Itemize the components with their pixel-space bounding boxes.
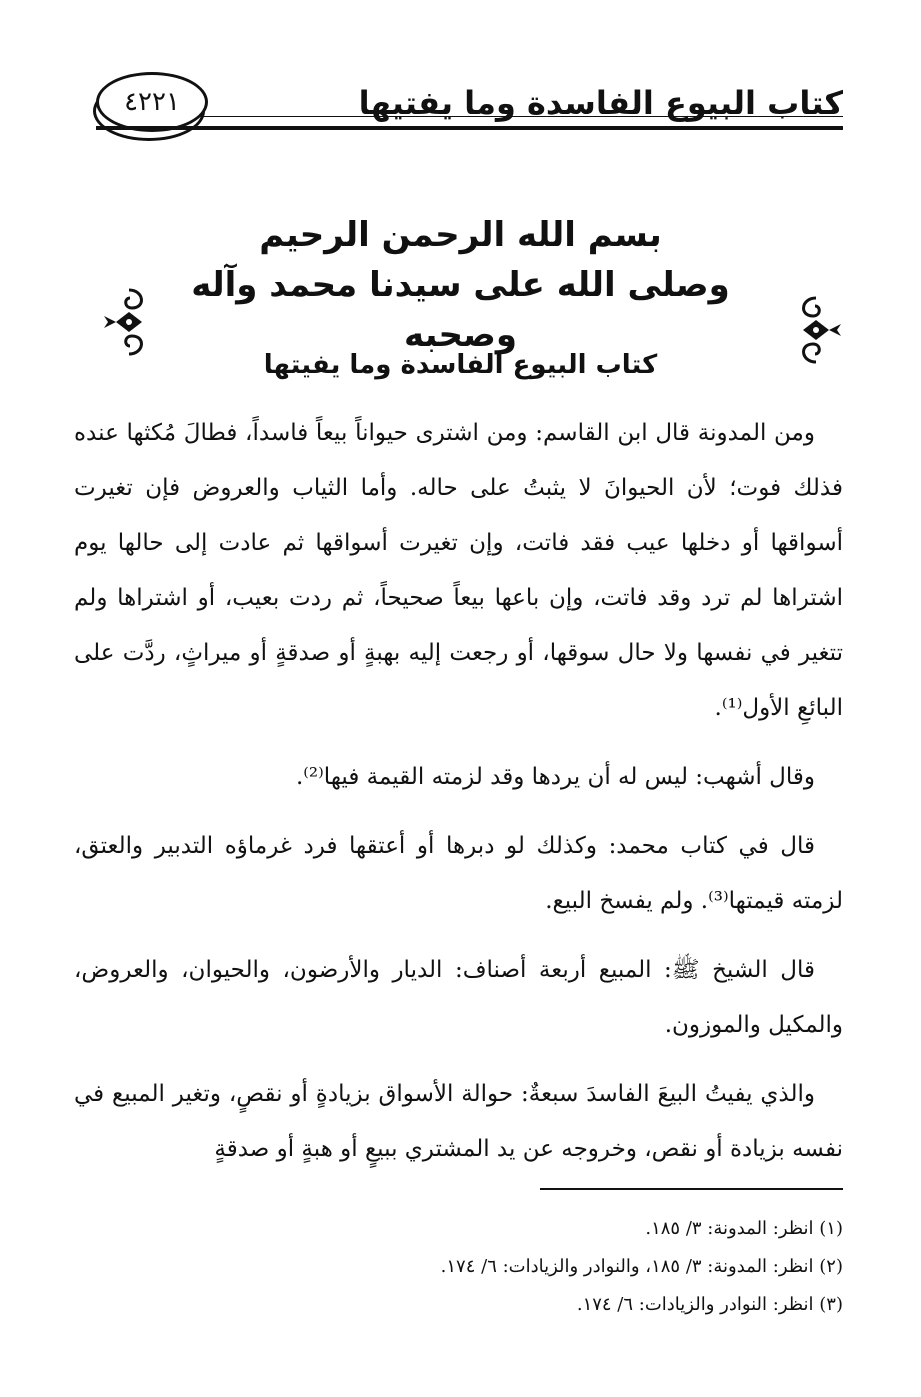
floral-ornament-icon bbox=[104, 282, 154, 362]
paragraph: وقال أشهب: ليس له أن يردها وقد لزمته القيمة فيها⁽²⁾. bbox=[295, 764, 815, 790]
page-number: ٤٢٢١ bbox=[96, 72, 208, 132]
footnote: (٢) انظر: المدونة: ٣/ ١٨٥، والنوادر والزيادات: ٦/ ١٧٤. bbox=[440, 1256, 843, 1277]
footnote: (١) انظر: المدونة: ٣/ ١٨٥. bbox=[645, 1218, 843, 1239]
header-thin-rule bbox=[200, 116, 843, 117]
floral-ornament-icon bbox=[791, 290, 841, 370]
footnote: (٣) انظر: النوادر والزيادات: ٦/ ١٧٤. bbox=[576, 1294, 843, 1315]
chapter-title: كتاب البيوع الفاسدة وما يفيتها bbox=[263, 350, 658, 380]
basmala-line: بسم الله الرحمن الرحيم bbox=[259, 215, 662, 255]
paragraph: والذي يفيتُ البيعَ الفاسدَ سبعةٌ: حوالة الأسواق بزيادةٍ أو نقصٍ، وتغير المبيع في نفسه بزيادة أو نقص، وخروجه عن يد المشتري ببيعٍ أو هبةٍ أو صدقةٍ bbox=[74, 1081, 843, 1162]
paragraph: قال في كتاب محمد: وكذلك لو دبرها أو أعتقها فرد غرماؤه التدبير والعتق، لزمته قيمتها⁽³⁾. ولم يفسخ البيع. bbox=[74, 833, 843, 914]
paragraph: ومن المدونة قال ابن القاسم: ومن اشترى حيواناً بيعاً فاسداً، فطالَ مُكثها عنده فذلك فوت؛ لأن الحيوانَ لا يثبتُ على حاله. وأما الثياب والعروض فإن تغيرت أسواقها أو دخلها عيب فقد فاتت، وإن تغيرت أسواقها ثم عادت إلى حالها يوم اشتراها لم ترد وقد فاتت، وإن باعها بيعاً صحيحاً، ثم ردت بعيب، أو اشتراها ولم تتغير في نفسها ولا حال سوقها، أو رجعت إليه بهبةٍ أو صدقةٍ أو ميراثٍ، ردَّت على البائعِ الأول⁽¹⁾. bbox=[74, 420, 843, 721]
footnote-separator bbox=[540, 1188, 843, 1190]
paragraph: قال الشيخ ﷺ: المبيع أربعة أصناف: الديار والأرضون، والحيوان، والعروض، والمكيل والموزون. bbox=[74, 957, 843, 1038]
basmala-block bbox=[180, 210, 741, 360]
footnotes bbox=[74, 1210, 843, 1324]
main-text bbox=[74, 406, 843, 1181]
running-header-title: كتاب البيوع الفاسدة وما يفتيها bbox=[358, 84, 843, 122]
salawat-line: وصلى الله على سيدنا محمد وآله وصحبه bbox=[191, 265, 730, 355]
header-rule bbox=[96, 126, 843, 130]
